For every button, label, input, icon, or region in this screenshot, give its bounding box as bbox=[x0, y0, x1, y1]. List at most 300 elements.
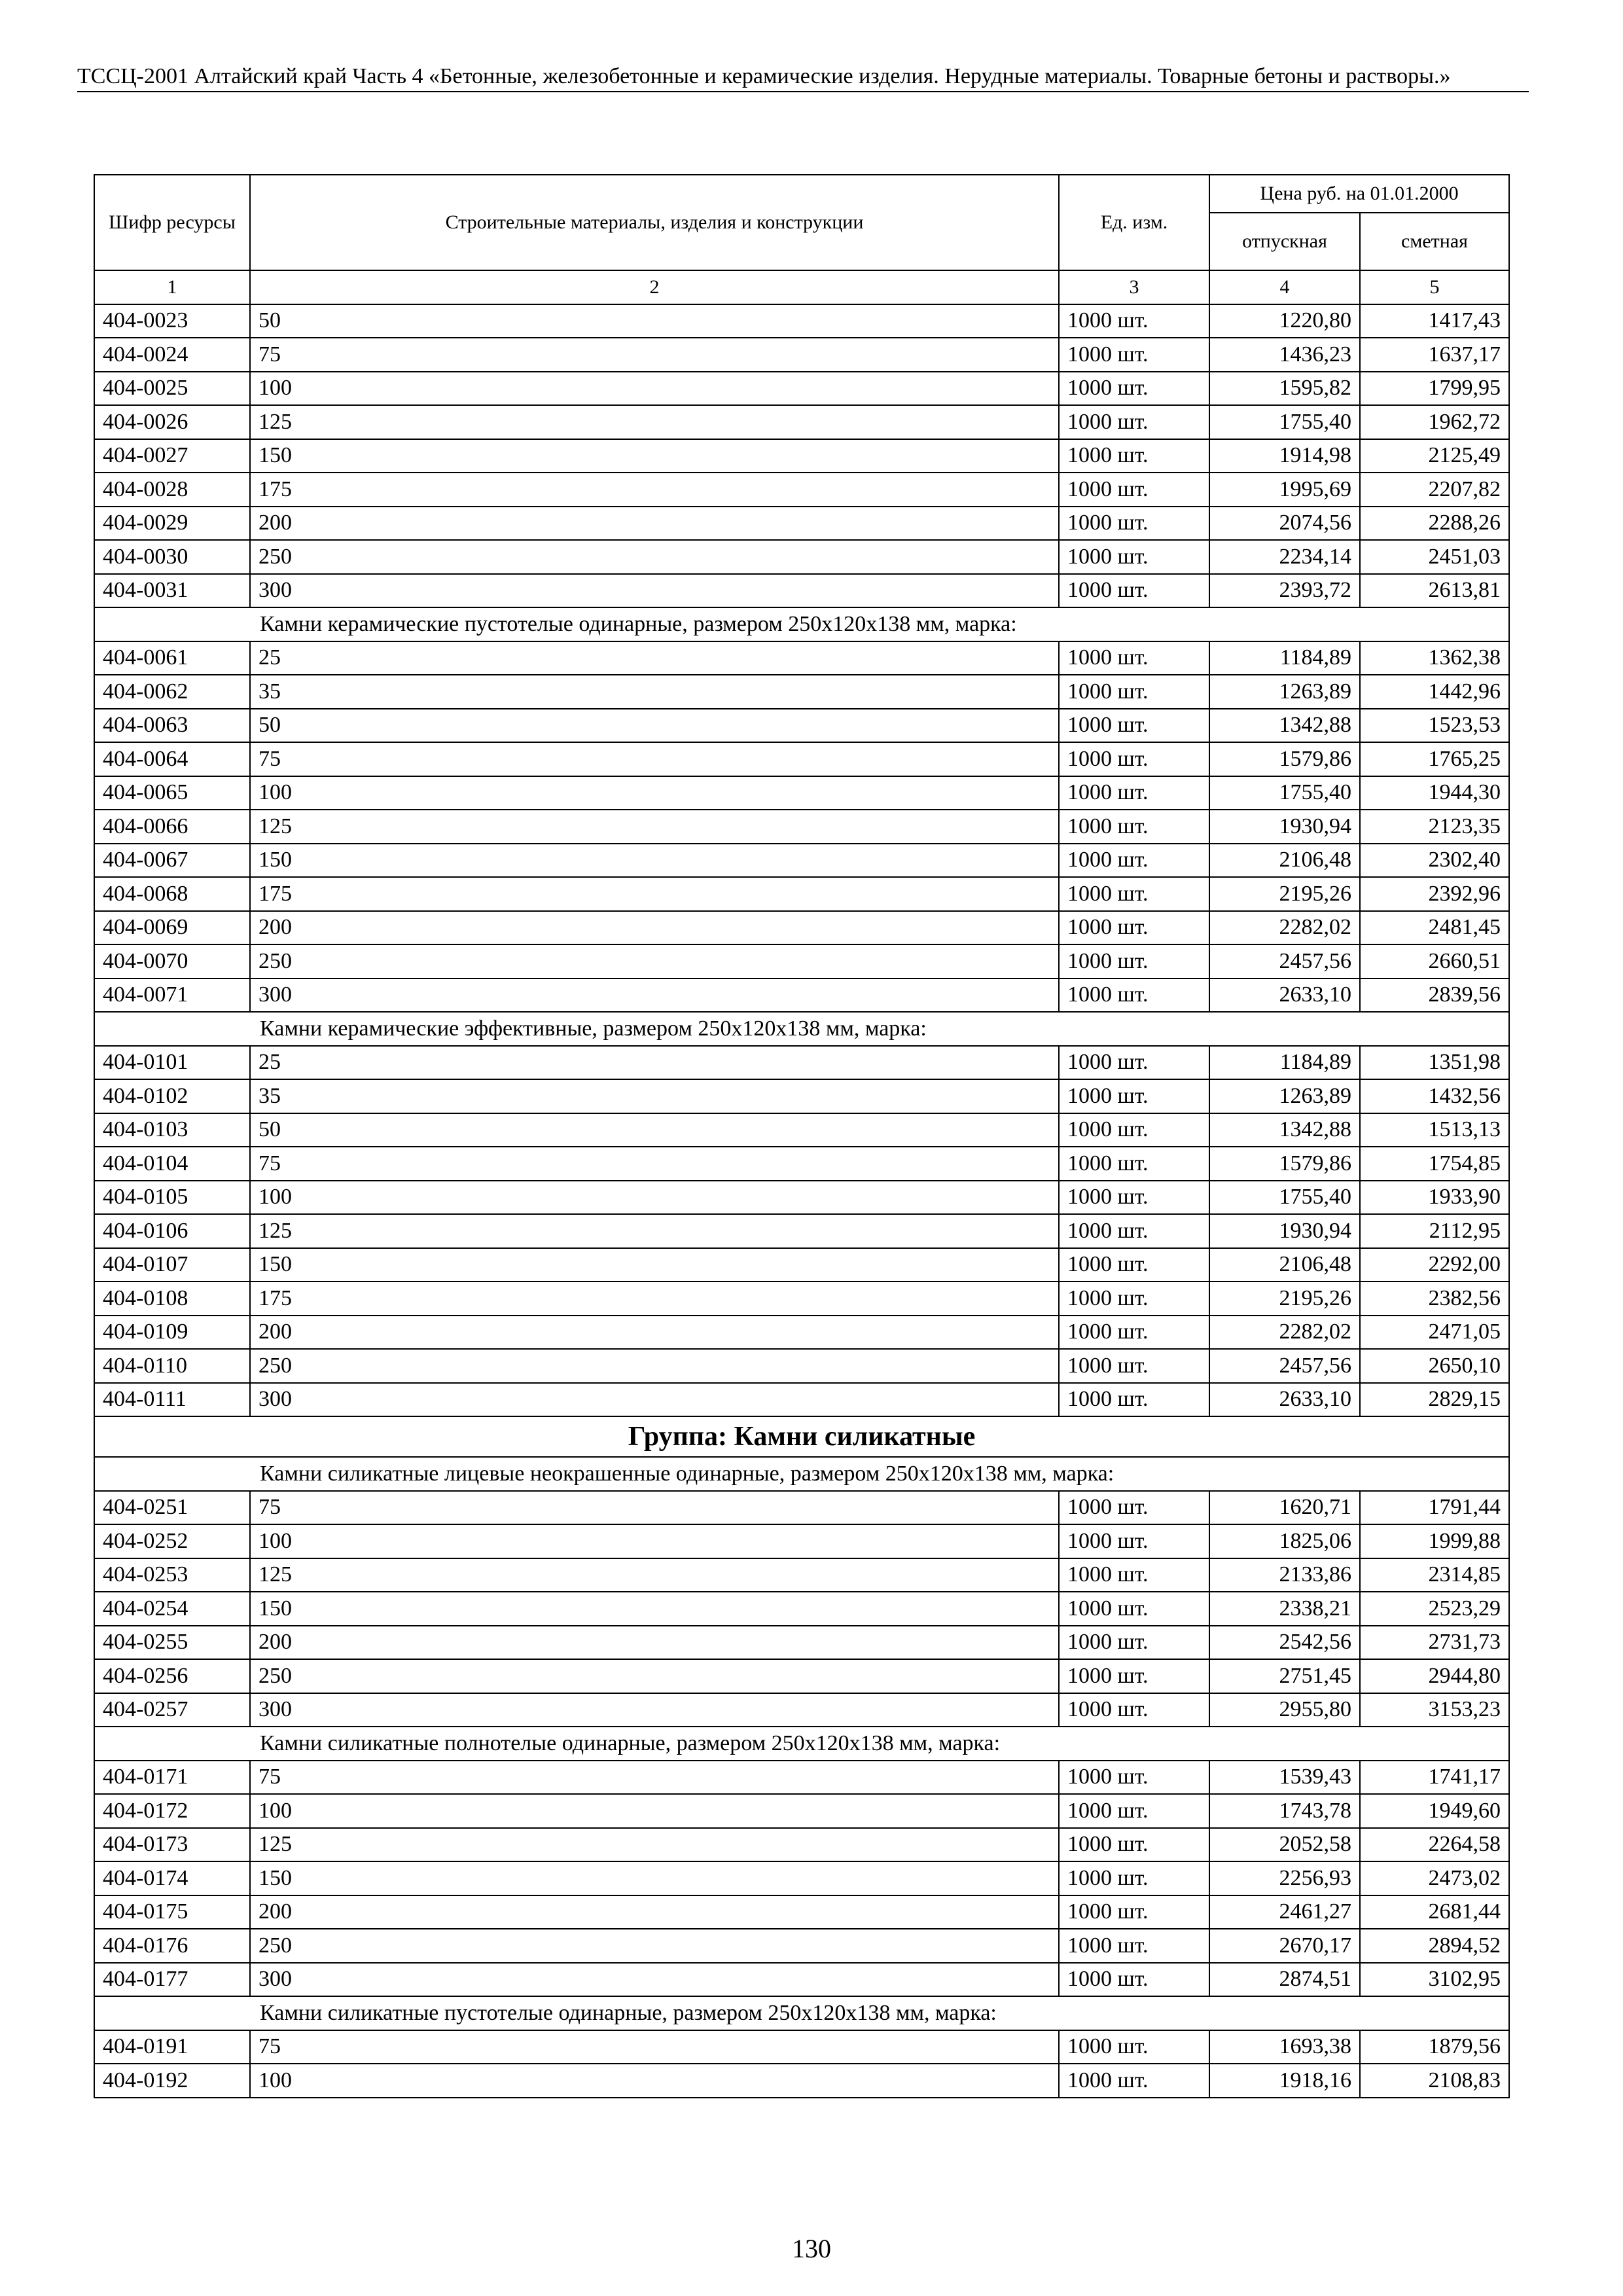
estimate-price: 2392,96 bbox=[1360, 877, 1509, 911]
resource-code: 404-0064 bbox=[94, 742, 250, 776]
release-price: 2633,10 bbox=[1209, 978, 1360, 1013]
unit-measure: 1000 шт. bbox=[1059, 1181, 1209, 1215]
col-name-header: Строительные материалы, изделия и конструкции bbox=[250, 175, 1059, 270]
release-price: 1579,86 bbox=[1209, 742, 1360, 776]
resource-code: 404-0029 bbox=[94, 507, 250, 541]
release-price: 1995,69 bbox=[1209, 473, 1360, 507]
estimate-price: 2123,35 bbox=[1360, 810, 1509, 844]
material-grade: 300 bbox=[250, 1383, 1059, 1417]
release-price: 2234,14 bbox=[1209, 540, 1360, 574]
estimate-price: 2288,26 bbox=[1360, 507, 1509, 541]
release-price: 2195,26 bbox=[1209, 1282, 1360, 1316]
material-grade: 250 bbox=[250, 1929, 1059, 1963]
resource-code: 404-0030 bbox=[94, 540, 250, 574]
release-price: 2282,02 bbox=[1209, 1316, 1360, 1350]
estimate-price: 2523,29 bbox=[1360, 1592, 1509, 1626]
estimate-price: 2207,82 bbox=[1360, 473, 1509, 507]
table-row bbox=[94, 1214, 1509, 1248]
unit-measure: 1000 шт. bbox=[1059, 507, 1209, 541]
resource-code: 404-0069 bbox=[94, 911, 250, 945]
release-price: 1620,71 bbox=[1209, 1491, 1360, 1525]
unit-measure: 1000 шт. bbox=[1059, 1626, 1209, 1660]
unit-measure: 1000 шт. bbox=[1059, 1349, 1209, 1383]
estimate-price: 1879,56 bbox=[1360, 2030, 1509, 2064]
estimate-price: 1962,72 bbox=[1360, 405, 1509, 439]
column-number: 2 bbox=[250, 270, 1059, 304]
estimate-price: 2382,56 bbox=[1360, 1282, 1509, 1316]
unit-measure: 1000 шт. bbox=[1059, 1828, 1209, 1862]
table-row bbox=[94, 1794, 1509, 1828]
section-heading: Камни силикатные лицевые неокрашенные одинарные, размером 250x120x138 мм, марка: bbox=[94, 1457, 1509, 1491]
table-row bbox=[94, 1349, 1509, 1383]
material-grade: 75 bbox=[250, 1491, 1059, 1525]
material-grade: 200 bbox=[250, 507, 1059, 541]
resource-code: 404-0031 bbox=[94, 574, 250, 608]
unit-measure: 1000 шт. bbox=[1059, 1861, 1209, 1895]
unit-measure: 1000 шт. bbox=[1059, 338, 1209, 372]
unit-measure: 1000 шт. bbox=[1059, 641, 1209, 675]
col-release-header: отпускная bbox=[1209, 213, 1360, 270]
release-price: 1220,80 bbox=[1209, 304, 1360, 338]
table-row bbox=[94, 911, 1509, 945]
release-price: 1755,40 bbox=[1209, 405, 1360, 439]
table-row bbox=[94, 1181, 1509, 1215]
unit-measure: 1000 шт. bbox=[1059, 709, 1209, 743]
resource-code: 404-0070 bbox=[94, 944, 250, 978]
material-grade: 250 bbox=[250, 1349, 1059, 1383]
price-table-body bbox=[94, 304, 1509, 2098]
table-row bbox=[94, 675, 1509, 709]
resource-code: 404-0071 bbox=[94, 978, 250, 1013]
resource-code: 404-0253 bbox=[94, 1558, 250, 1592]
estimate-price: 3102,95 bbox=[1360, 1963, 1509, 1997]
estimate-price: 2481,45 bbox=[1360, 911, 1509, 945]
unit-measure: 1000 шт. bbox=[1059, 1491, 1209, 1525]
release-price: 1436,23 bbox=[1209, 338, 1360, 372]
estimate-price: 2944,80 bbox=[1360, 1659, 1509, 1693]
material-grade: 175 bbox=[250, 877, 1059, 911]
unit-measure: 1000 шт. bbox=[1059, 675, 1209, 709]
estimate-price: 2473,02 bbox=[1360, 1861, 1509, 1895]
resource-code: 404-0192 bbox=[94, 2064, 250, 2098]
resource-code: 404-0175 bbox=[94, 1895, 250, 1929]
estimate-price: 1513,13 bbox=[1360, 1113, 1509, 1147]
column-number: 4 bbox=[1209, 270, 1360, 304]
estimate-price: 1791,44 bbox=[1360, 1491, 1509, 1525]
resource-code: 404-0255 bbox=[94, 1626, 250, 1660]
resource-code: 404-0105 bbox=[94, 1181, 250, 1215]
material-grade: 100 bbox=[250, 372, 1059, 406]
material-grade: 175 bbox=[250, 473, 1059, 507]
unit-measure: 1000 шт. bbox=[1059, 1524, 1209, 1558]
resource-code: 404-0107 bbox=[94, 1248, 250, 1282]
unit-measure: 1000 шт. bbox=[1059, 1316, 1209, 1350]
unit-measure: 1000 шт. bbox=[1059, 439, 1209, 473]
unit-measure: 1000 шт. bbox=[1059, 1113, 1209, 1147]
column-number-row bbox=[94, 270, 1509, 304]
table-row bbox=[94, 944, 1509, 978]
estimate-price: 2681,44 bbox=[1360, 1895, 1509, 1929]
estimate-price: 1351,98 bbox=[1360, 1046, 1509, 1080]
estimate-price: 1637,17 bbox=[1360, 338, 1509, 372]
release-price: 1595,82 bbox=[1209, 372, 1360, 406]
section-heading: Камни силикатные пустотелые одинарные, размером 250x120x138 мм, марка: bbox=[94, 1996, 1509, 2030]
resource-code: 404-0065 bbox=[94, 776, 250, 810]
table-row bbox=[94, 1761, 1509, 1795]
release-price: 2195,26 bbox=[1209, 877, 1360, 911]
table-row bbox=[94, 641, 1509, 675]
col-price-header: Цена руб. на 01.01.2000 bbox=[1209, 175, 1509, 213]
estimate-price: 1362,38 bbox=[1360, 641, 1509, 675]
table-row bbox=[94, 1861, 1509, 1895]
resource-code: 404-0026 bbox=[94, 405, 250, 439]
table-row bbox=[94, 540, 1509, 574]
release-price: 1342,88 bbox=[1209, 1113, 1360, 1147]
unit-measure: 1000 шт. bbox=[1059, 911, 1209, 945]
material-grade: 100 bbox=[250, 2064, 1059, 2098]
table-row bbox=[94, 978, 1509, 1013]
release-price: 1755,40 bbox=[1209, 776, 1360, 810]
resource-code: 404-0024 bbox=[94, 338, 250, 372]
release-price: 2282,02 bbox=[1209, 911, 1360, 945]
release-price: 2955,80 bbox=[1209, 1693, 1360, 1727]
table-row bbox=[94, 1147, 1509, 1181]
release-price: 2457,56 bbox=[1209, 944, 1360, 978]
estimate-price: 1417,43 bbox=[1360, 304, 1509, 338]
unit-measure: 1000 шт. bbox=[1059, 1046, 1209, 1080]
table-row bbox=[94, 338, 1509, 372]
material-grade: 35 bbox=[250, 1079, 1059, 1113]
resource-code: 404-0171 bbox=[94, 1761, 250, 1795]
estimate-price: 1765,25 bbox=[1360, 742, 1509, 776]
section-heading-row bbox=[94, 607, 1509, 641]
estimate-price: 1523,53 bbox=[1360, 709, 1509, 743]
table-row bbox=[94, 877, 1509, 911]
section-heading-row bbox=[94, 1727, 1509, 1761]
material-grade: 100 bbox=[250, 1524, 1059, 1558]
table-row bbox=[94, 844, 1509, 878]
unit-measure: 1000 шт. bbox=[1059, 1248, 1209, 1282]
resource-code: 404-0061 bbox=[94, 641, 250, 675]
material-grade: 200 bbox=[250, 1626, 1059, 1660]
material-grade: 150 bbox=[250, 1861, 1059, 1895]
material-grade: 25 bbox=[250, 641, 1059, 675]
material-grade: 200 bbox=[250, 911, 1059, 945]
resource-code: 404-0104 bbox=[94, 1147, 250, 1181]
unit-measure: 1000 шт. bbox=[1059, 944, 1209, 978]
unit-measure: 1000 шт. bbox=[1059, 2030, 1209, 2064]
table-row bbox=[94, 1113, 1509, 1147]
material-grade: 150 bbox=[250, 844, 1059, 878]
table-row bbox=[94, 776, 1509, 810]
unit-measure: 1000 шт. bbox=[1059, 405, 1209, 439]
resource-code: 404-0106 bbox=[94, 1214, 250, 1248]
material-grade: 100 bbox=[250, 1794, 1059, 1828]
material-grade: 100 bbox=[250, 1181, 1059, 1215]
unit-measure: 1000 шт. bbox=[1059, 473, 1209, 507]
release-price: 2106,48 bbox=[1209, 1248, 1360, 1282]
table-row bbox=[94, 1079, 1509, 1113]
release-price: 2457,56 bbox=[1209, 1349, 1360, 1383]
unit-measure: 1000 шт. bbox=[1059, 1761, 1209, 1795]
material-grade: 200 bbox=[250, 1316, 1059, 1350]
release-price: 1755,40 bbox=[1209, 1181, 1360, 1215]
resource-code: 404-0111 bbox=[94, 1383, 250, 1417]
release-price: 2461,27 bbox=[1209, 1895, 1360, 1929]
table-row bbox=[94, 439, 1509, 473]
table-row bbox=[94, 2064, 1509, 2098]
estimate-price: 1442,96 bbox=[1360, 675, 1509, 709]
table-row bbox=[94, 1693, 1509, 1727]
table-row bbox=[94, 1046, 1509, 1080]
release-price: 2633,10 bbox=[1209, 1383, 1360, 1417]
estimate-price: 1933,90 bbox=[1360, 1181, 1509, 1215]
resource-code: 404-0027 bbox=[94, 439, 250, 473]
price-table bbox=[94, 174, 1510, 2098]
table-row bbox=[94, 304, 1509, 338]
resource-code: 404-0023 bbox=[94, 304, 250, 338]
unit-measure: 1000 шт. bbox=[1059, 574, 1209, 608]
group-heading-row bbox=[94, 1416, 1509, 1457]
resource-code: 404-0173 bbox=[94, 1828, 250, 1862]
unit-measure: 1000 шт. bbox=[1059, 844, 1209, 878]
unit-measure: 1000 шт. bbox=[1059, 1895, 1209, 1929]
estimate-price: 2731,73 bbox=[1360, 1626, 1509, 1660]
release-price: 2393,72 bbox=[1209, 574, 1360, 608]
material-grade: 300 bbox=[250, 574, 1059, 608]
section-heading: Камни керамические пустотелые одинарные, размером 250x120x138 мм, марка: bbox=[94, 607, 1509, 641]
section-heading-row bbox=[94, 1996, 1509, 2030]
table-row bbox=[94, 709, 1509, 743]
material-grade: 125 bbox=[250, 1828, 1059, 1862]
material-grade: 25 bbox=[250, 1046, 1059, 1080]
section-heading-row bbox=[94, 1457, 1509, 1491]
material-grade: 75 bbox=[250, 2030, 1059, 2064]
material-grade: 75 bbox=[250, 742, 1059, 776]
resource-code: 404-0252 bbox=[94, 1524, 250, 1558]
material-grade: 100 bbox=[250, 776, 1059, 810]
material-grade: 200 bbox=[250, 1895, 1059, 1929]
resource-code: 404-0066 bbox=[94, 810, 250, 844]
column-number: 3 bbox=[1059, 270, 1209, 304]
unit-measure: 1000 шт. bbox=[1059, 1963, 1209, 1997]
estimate-price: 2613,81 bbox=[1360, 574, 1509, 608]
release-price: 2670,17 bbox=[1209, 1929, 1360, 1963]
release-price: 2106,48 bbox=[1209, 844, 1360, 878]
material-grade: 75 bbox=[250, 1761, 1059, 1795]
release-price: 2052,58 bbox=[1209, 1828, 1360, 1862]
material-grade: 35 bbox=[250, 675, 1059, 709]
release-price: 1539,43 bbox=[1209, 1761, 1360, 1795]
estimate-price: 2650,10 bbox=[1360, 1349, 1509, 1383]
resource-code: 404-0172 bbox=[94, 1794, 250, 1828]
unit-measure: 1000 шт. bbox=[1059, 742, 1209, 776]
unit-measure: 1000 шт. bbox=[1059, 372, 1209, 406]
table-row bbox=[94, 1895, 1509, 1929]
resource-code: 404-0028 bbox=[94, 473, 250, 507]
material-grade: 150 bbox=[250, 1248, 1059, 1282]
estimate-price: 3153,23 bbox=[1360, 1693, 1509, 1727]
unit-measure: 1000 шт. bbox=[1059, 1079, 1209, 1113]
release-price: 1743,78 bbox=[1209, 1794, 1360, 1828]
table-row bbox=[94, 1316, 1509, 1350]
resource-code: 404-0256 bbox=[94, 1659, 250, 1693]
release-price: 1914,98 bbox=[1209, 439, 1360, 473]
release-price: 1263,89 bbox=[1209, 675, 1360, 709]
release-price: 2074,56 bbox=[1209, 507, 1360, 541]
table-row bbox=[94, 1248, 1509, 1282]
material-grade: 250 bbox=[250, 944, 1059, 978]
estimate-price: 2125,49 bbox=[1360, 439, 1509, 473]
section-heading-row bbox=[94, 1012, 1509, 1046]
estimate-price: 2302,40 bbox=[1360, 844, 1509, 878]
table-row bbox=[94, 1383, 1509, 1417]
resource-code: 404-0063 bbox=[94, 709, 250, 743]
estimate-price: 1999,88 bbox=[1360, 1524, 1509, 1558]
table-row bbox=[94, 1929, 1509, 1963]
release-price: 2542,56 bbox=[1209, 1626, 1360, 1660]
col-estimate-header: сметная bbox=[1360, 213, 1509, 270]
estimate-price: 1799,95 bbox=[1360, 372, 1509, 406]
material-grade: 250 bbox=[250, 1659, 1059, 1693]
unit-measure: 1000 шт. bbox=[1059, 2064, 1209, 2098]
table-row bbox=[94, 1592, 1509, 1626]
table-row bbox=[94, 1626, 1509, 1660]
col-unit-header: Ед. изм. bbox=[1059, 175, 1209, 270]
release-price: 1263,89 bbox=[1209, 1079, 1360, 1113]
page-number: 130 bbox=[792, 2234, 831, 2263]
release-price: 2133,86 bbox=[1209, 1558, 1360, 1592]
unit-measure: 1000 шт. bbox=[1059, 1383, 1209, 1417]
unit-measure: 1000 шт. bbox=[1059, 1693, 1209, 1727]
material-grade: 150 bbox=[250, 439, 1059, 473]
section-heading: Камни керамические эффективные, размером 250x120x138 мм, марка: bbox=[94, 1012, 1509, 1046]
material-grade: 300 bbox=[250, 978, 1059, 1013]
table-row bbox=[94, 1558, 1509, 1592]
material-grade: 50 bbox=[250, 1113, 1059, 1147]
unit-measure: 1000 шт. bbox=[1059, 1147, 1209, 1181]
estimate-price: 2894,52 bbox=[1360, 1929, 1509, 1963]
estimate-price: 2829,15 bbox=[1360, 1383, 1509, 1417]
table-row bbox=[94, 507, 1509, 541]
estimate-price: 2314,85 bbox=[1360, 1558, 1509, 1592]
resource-code: 404-0108 bbox=[94, 1282, 250, 1316]
unit-measure: 1000 шт. bbox=[1059, 1282, 1209, 1316]
table-row bbox=[94, 1491, 1509, 1525]
material-grade: 75 bbox=[250, 1147, 1059, 1181]
resource-code: 404-0062 bbox=[94, 675, 250, 709]
resource-code: 404-0025 bbox=[94, 372, 250, 406]
material-grade: 175 bbox=[250, 1282, 1059, 1316]
release-price: 1342,88 bbox=[1209, 709, 1360, 743]
table-row bbox=[94, 1524, 1509, 1558]
unit-measure: 1000 шт. bbox=[1059, 1592, 1209, 1626]
unit-measure: 1000 шт. bbox=[1059, 540, 1209, 574]
resource-code: 404-0257 bbox=[94, 1693, 250, 1727]
unit-measure: 1000 шт. bbox=[1059, 776, 1209, 810]
material-grade: 300 bbox=[250, 1963, 1059, 1997]
table-row bbox=[94, 574, 1509, 608]
resource-code: 404-0176 bbox=[94, 1929, 250, 1963]
resource-code: 404-0067 bbox=[94, 844, 250, 878]
table-row bbox=[94, 405, 1509, 439]
table-row bbox=[94, 1282, 1509, 1316]
page-header: ТССЦ-2001 Алтайский край Часть 4 «Бетонные, железобетонные и керамические изделия. Нерудные материалы. Товарные бетоны и растворы.» bbox=[77, 64, 1529, 92]
table-row bbox=[94, 1828, 1509, 1862]
estimate-price: 2108,83 bbox=[1360, 2064, 1509, 2098]
table-row bbox=[94, 1659, 1509, 1693]
material-grade: 125 bbox=[250, 405, 1059, 439]
col-code-header: Шифр ресурсы bbox=[94, 175, 250, 270]
material-grade: 125 bbox=[250, 1214, 1059, 1248]
group-heading: Группа: Камни силикатные bbox=[94, 1416, 1509, 1457]
unit-measure: 1000 шт. bbox=[1059, 1214, 1209, 1248]
resource-code: 404-0102 bbox=[94, 1079, 250, 1113]
unit-measure: 1000 шт. bbox=[1059, 1659, 1209, 1693]
resource-code: 404-0177 bbox=[94, 1963, 250, 1997]
release-price: 2338,21 bbox=[1209, 1592, 1360, 1626]
material-grade: 50 bbox=[250, 304, 1059, 338]
estimate-price: 2471,05 bbox=[1360, 1316, 1509, 1350]
release-price: 1579,86 bbox=[1209, 1147, 1360, 1181]
resource-code: 404-0109 bbox=[94, 1316, 250, 1350]
resource-code: 404-0110 bbox=[94, 1349, 250, 1383]
table-row bbox=[94, 810, 1509, 844]
estimate-price: 1754,85 bbox=[1360, 1147, 1509, 1181]
resource-code: 404-0251 bbox=[94, 1491, 250, 1525]
column-number: 1 bbox=[94, 270, 250, 304]
estimate-price: 2451,03 bbox=[1360, 540, 1509, 574]
material-grade: 125 bbox=[250, 1558, 1059, 1592]
material-grade: 300 bbox=[250, 1693, 1059, 1727]
resource-code: 404-0254 bbox=[94, 1592, 250, 1626]
column-number: 5 bbox=[1360, 270, 1509, 304]
release-price: 2256,93 bbox=[1209, 1861, 1360, 1895]
table-row bbox=[94, 742, 1509, 776]
resource-code: 404-0174 bbox=[94, 1861, 250, 1895]
release-price: 2874,51 bbox=[1209, 1963, 1360, 1997]
resource-code: 404-0101 bbox=[94, 1046, 250, 1080]
material-grade: 150 bbox=[250, 1592, 1059, 1626]
release-price: 1918,16 bbox=[1209, 2064, 1360, 2098]
release-price: 1184,89 bbox=[1209, 641, 1360, 675]
table-row bbox=[94, 2030, 1509, 2064]
unit-measure: 1000 шт. bbox=[1059, 877, 1209, 911]
unit-measure: 1000 шт. bbox=[1059, 1929, 1209, 1963]
resource-code: 404-0191 bbox=[94, 2030, 250, 2064]
estimate-price: 2112,95 bbox=[1360, 1214, 1509, 1248]
unit-measure: 1000 шт. bbox=[1059, 304, 1209, 338]
table-row bbox=[94, 372, 1509, 406]
resource-code: 404-0103 bbox=[94, 1113, 250, 1147]
table-row bbox=[94, 473, 1509, 507]
estimate-price: 2660,51 bbox=[1360, 944, 1509, 978]
estimate-price: 1949,60 bbox=[1360, 1794, 1509, 1828]
resource-code: 404-0068 bbox=[94, 877, 250, 911]
unit-measure: 1000 шт. bbox=[1059, 978, 1209, 1013]
material-grade: 125 bbox=[250, 810, 1059, 844]
release-price: 1184,89 bbox=[1209, 1046, 1360, 1080]
estimate-price: 1741,17 bbox=[1360, 1761, 1509, 1795]
estimate-price: 2264,58 bbox=[1360, 1828, 1509, 1862]
estimate-price: 1944,30 bbox=[1360, 776, 1509, 810]
estimate-price: 2292,00 bbox=[1360, 1248, 1509, 1282]
unit-measure: 1000 шт. bbox=[1059, 1794, 1209, 1828]
unit-measure: 1000 шт. bbox=[1059, 1558, 1209, 1592]
release-price: 1825,06 bbox=[1209, 1524, 1360, 1558]
material-grade: 75 bbox=[250, 338, 1059, 372]
material-grade: 50 bbox=[250, 709, 1059, 743]
